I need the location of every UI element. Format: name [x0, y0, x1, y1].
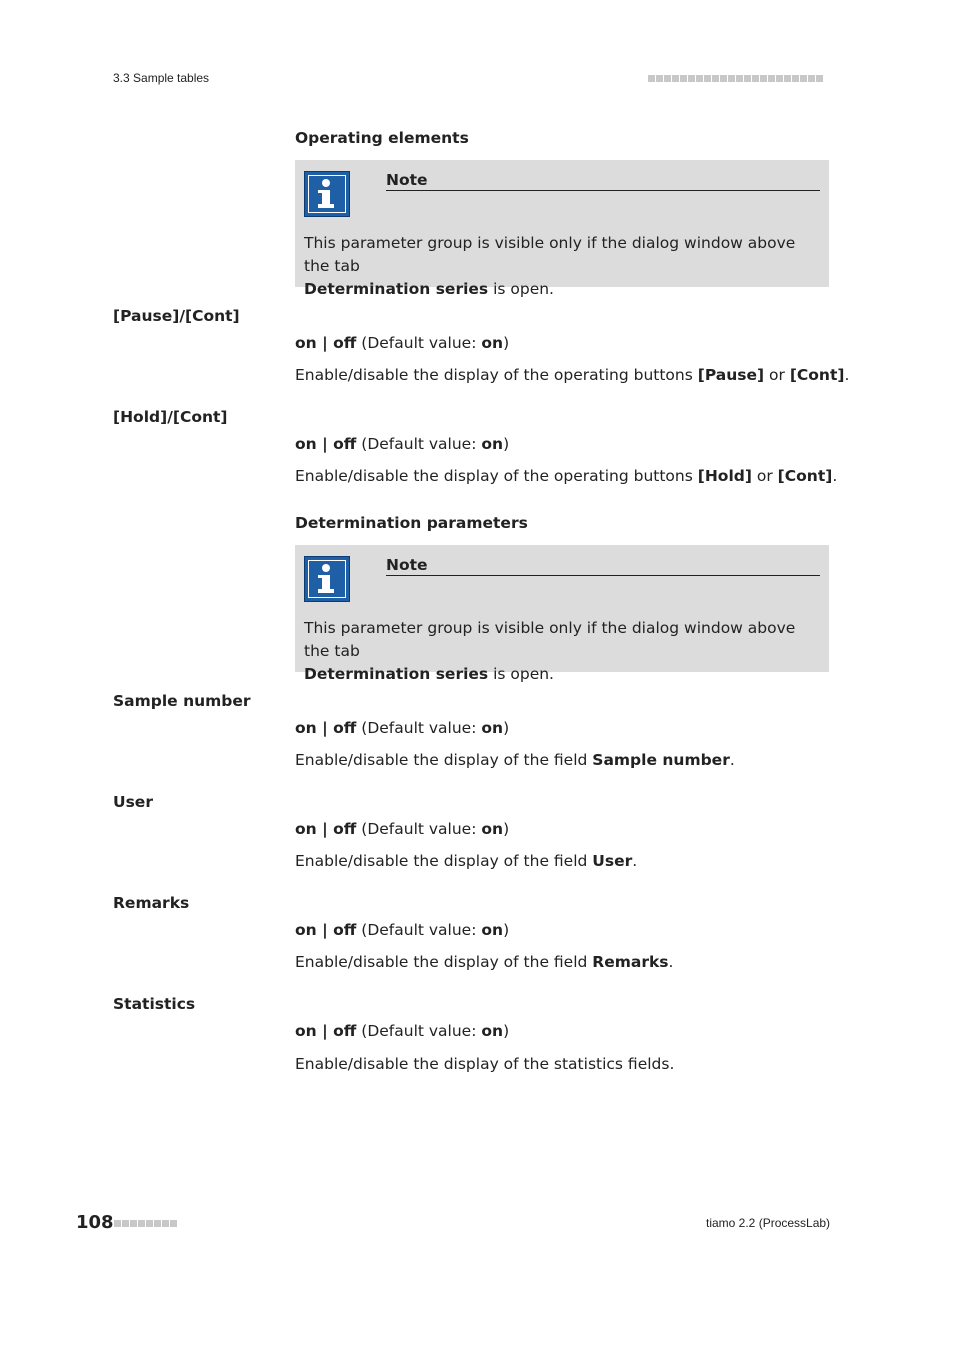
- note-box: [295, 160, 829, 298]
- param-label-pause-cont: [Pause]/[Cont]: [113, 307, 240, 325]
- param-values: on | off (Default value: on): [295, 820, 510, 838]
- note-text: This parameter group is visible only if the dialog window above the tab Determination series is open.: [304, 234, 796, 298]
- param-label-sample-number: Sample number: [113, 692, 251, 710]
- param-description: Enable/disable the display of the statistics fields.: [295, 1055, 675, 1073]
- param-label-user: User: [113, 793, 153, 811]
- param-label-statistics: Statistics: [113, 995, 196, 1013]
- param-label-hold-cont: [Hold]/[Cont]: [113, 408, 228, 426]
- param-description: Enable/disable the display of the operating buttons [Hold] or [Cont].: [295, 467, 838, 485]
- param-description: Enable/disable the display of the operating buttons [Pause] or [Cont].: [295, 366, 850, 384]
- info-icon: [304, 171, 350, 217]
- param-values: on | off (Default value: on): [295, 1022, 510, 1040]
- info-icon: [304, 556, 350, 602]
- product-name: tiamo 2.2 (ProcessLab): [706, 1216, 831, 1230]
- param-description: Enable/disable the display of the field Remarks.: [295, 953, 674, 971]
- param-values: on | off (Default value: on): [295, 435, 510, 453]
- footer-decoration: [114, 1220, 177, 1227]
- param-values: on | off (Default value: on): [295, 334, 510, 352]
- param-values: on | off (Default value: on): [295, 921, 510, 939]
- note-heading: Note: [386, 171, 820, 191]
- param-label-remarks: Remarks: [113, 894, 190, 912]
- note-heading: Note: [386, 556, 820, 576]
- note-text: This parameter group is visible only if the dialog window above the tab Determination series is open.: [304, 619, 796, 683]
- running-header: 3.3 Sample tables: [113, 71, 210, 85]
- note-box: [295, 545, 829, 683]
- page-number: 108: [76, 1212, 114, 1233]
- section-title-determination-parameters: Determination parameters: [295, 514, 528, 532]
- param-values: on | off (Default value: on): [295, 719, 510, 737]
- param-description: Enable/disable the display of the field Sample number.: [295, 751, 735, 769]
- header-decoration: [648, 75, 823, 82]
- section-title-operating-elements: Operating elements: [295, 129, 469, 147]
- param-description: Enable/disable the display of the field User.: [295, 852, 638, 870]
